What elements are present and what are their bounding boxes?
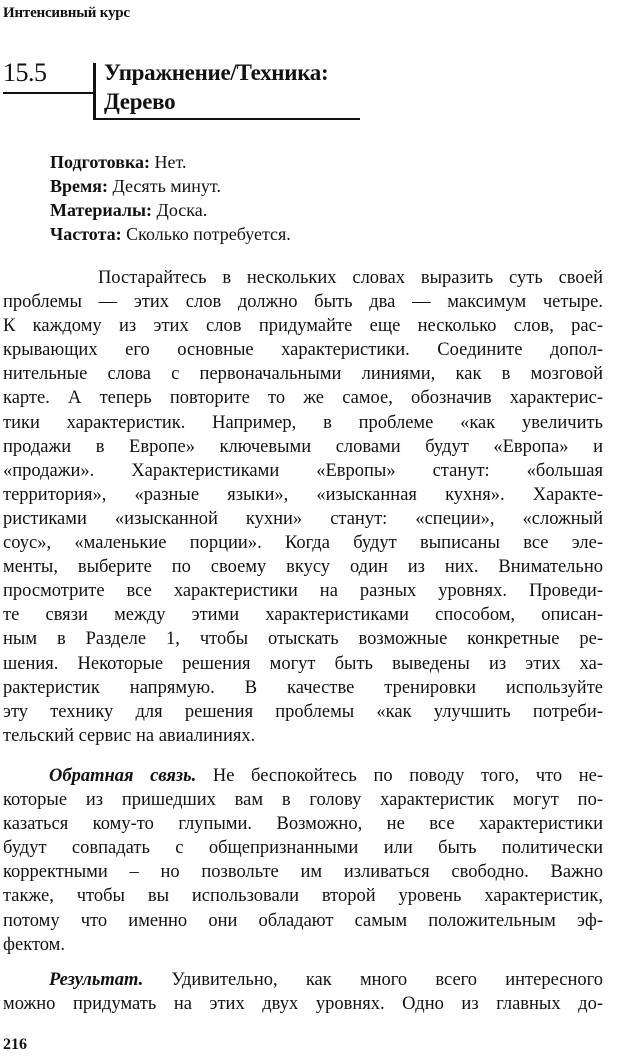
text-line: те связи между этими характеристиками способом, описан- [3, 605, 603, 626]
meta-frequency [50, 222, 291, 246]
section-title [104, 58, 328, 116]
text-line: тельский сервис на авиалиниях. [3, 725, 256, 746]
section-number: 15.5 [3, 58, 47, 87]
meta-key: Частота: [50, 224, 122, 244]
meta-value: Доска. [152, 200, 208, 220]
text-line: которые из пришедших вам в голову характеристик могут по- [3, 790, 603, 811]
text-line: проблемы — этих слов должно быть два — максимум четыре. [3, 292, 603, 313]
text-line: эту технику для решения проблемы «как улучшить потреби- [3, 701, 603, 722]
text-line: потому что именно они обладают самым положительным эф- [3, 910, 603, 931]
section-title-bar [93, 63, 96, 119]
section-title-line-2: Дерево [104, 89, 176, 114]
paragraph-text: Удивительно, как много всего интересного [143, 970, 603, 990]
paragraph-text: Не беспокойтесь по поводу того, что не- [196, 766, 603, 786]
meta-value: Десять минут. [108, 176, 221, 196]
text-line: просмотрите все характеристики на разных уровнях. Проведи- [3, 581, 603, 602]
text-line: казаться кому-то глупыми. Возможно, не все характеристики [3, 814, 603, 835]
page-number: 216 [3, 1036, 27, 1053]
paragraph-feedback [3, 764, 603, 957]
text-line: также, чтобы вы использовали второй уровень характеристик, [3, 886, 603, 907]
text-line: крывающих его основные характеристики. Соедините допол- [3, 340, 603, 361]
text-line: территория», «разные языки», «изысканная кухня». Характе- [3, 484, 603, 505]
paragraph-result [3, 968, 603, 1016]
meta-value: Нет. [150, 152, 187, 172]
text-line: тики характеристик. Например, в проблеме «как увеличить [3, 412, 603, 433]
section-title-rule [93, 118, 360, 120]
text-line: соус», «маленькие порции». Когда будут выписаны все эле- [3, 533, 603, 554]
section-number-rule [3, 92, 93, 94]
meta-key: Подготовка: [50, 152, 151, 172]
text-line: корректными – но позвольте им изливаться свободно. Важно [3, 862, 603, 883]
text-line: ным в Разделе 1, чтобы отыскать возможные конкретные ре- [3, 629, 603, 650]
meta-key: Материалы: [50, 200, 153, 220]
text-line [3, 764, 603, 788]
text-line: будут совпадать с общепризнанными или быть политически [3, 838, 603, 859]
paragraph-lead: Результат. [49, 970, 144, 990]
text-line [3, 968, 603, 992]
meta-preparation [50, 150, 291, 174]
meta-key: Время: [50, 176, 108, 196]
text-line: ристиками «изысканной кухни» станут: «специи», «сложный [3, 508, 603, 529]
text-line: можно придумать на этих двух уровнях. Одно из главных до- [3, 994, 603, 1015]
text-line: фектом. [3, 934, 66, 955]
text-line: «продажи». Характеристиками «Европы» станут: «большая [3, 460, 603, 481]
meta-materials [50, 198, 291, 222]
exercise-meta [50, 150, 291, 246]
text-line: К каждому из этих слов придумайте еще несколько слов, рас- [3, 316, 603, 337]
text-line: Постарайтесь в нескольких словах выразить суть своей [3, 268, 603, 288]
meta-value: Сколько потребуется. [121, 224, 291, 244]
text-line: менты, выберите по своему вкусу один из них. Внимательно [3, 557, 603, 578]
text-line: рактеристик напрямую. В качестве тренировки используйте [3, 677, 603, 698]
text-line: карте. А теперь повторите то же самое, обозначив характерис- [3, 388, 603, 409]
text-line: продажи в Европе» ключевыми словами будут «Европа» и [3, 436, 603, 457]
section-title-line-1: Упражнение/Техника: [104, 60, 329, 85]
running-head: Интенсивный курс [3, 5, 130, 21]
paragraph-lead: Обратная связь. [49, 766, 197, 786]
text-line: нительные слова с первоначальными линиями, как в мозговой [3, 364, 603, 385]
paragraph-instructions [3, 266, 603, 748]
meta-time [50, 174, 291, 198]
text-line: шения. Некоторые решения могут быть выведены из этих ха- [3, 653, 603, 674]
